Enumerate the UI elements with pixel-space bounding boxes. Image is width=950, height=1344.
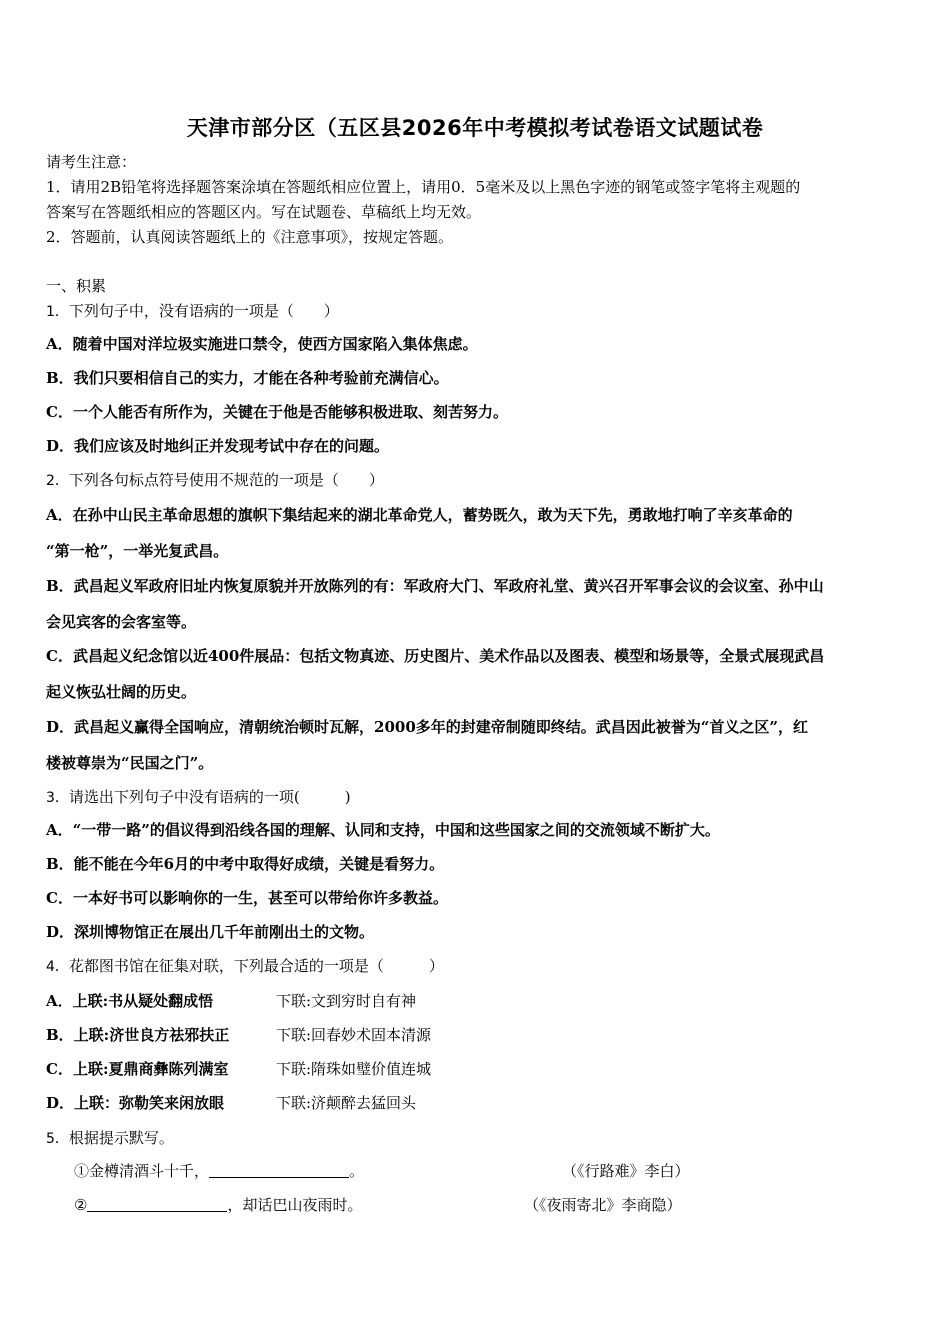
q4-option-a-lower: 下联:文到穷时自有神 (276, 992, 417, 1010)
notice-heading: 请考生注意： (46, 153, 137, 171)
q4-option-a-upper: A．上联:书从疑处翻成悟 (46, 992, 214, 1010)
question-5-stem: 5．根据提示默写。 (46, 1129, 174, 1147)
q2-option-c-line-2: 起义恢弘壮阔的历史。 (46, 683, 197, 701)
q4-option-d-upper: D．上联：弥勒笑来闲放眼 (46, 1094, 225, 1112)
question-3-stem: 3．请选出下列句子中没有语病的一项( ) (46, 788, 351, 806)
section-heading: 一、积累 (46, 277, 107, 295)
q4-option-b-upper: B．上联:济世良方祛邪扶正 (46, 1026, 230, 1044)
question-number: 3． (46, 790, 69, 806)
q1-option-b: B．我们只要相信自己的实力，才能在各种考验前充满信心。 (46, 369, 449, 387)
q3-option-d: D．深圳博物馆正在展出几千年前刚出土的文物。 (46, 923, 375, 941)
fill-in-blank[interactable] (209, 1162, 349, 1178)
fill-in-blank[interactable] (87, 1196, 227, 1212)
q5-item-2: ② ，却话巴山夜雨时。 (74, 1196, 363, 1214)
q2-option-a-line-2: “第一枪”，一举光复武昌。 (46, 542, 229, 560)
q4-option-d-lower: 下联:济颠醉去猛回头 (276, 1094, 417, 1112)
question-number: 5． (46, 1131, 69, 1147)
q5-item-2-source: （《夜雨寄北》李商隐） (524, 1196, 682, 1214)
notice-item-2: 2．答题前，认真阅读答题纸上的《注意事项》，按规定答题。 (46, 228, 454, 246)
q1-option-c: C．一个人能否有所作为，关键在于他是否能够积极进取、刻苦努力。 (46, 403, 508, 421)
q2-option-d-line-1: D．武昌起义赢得全国响应，清朝统治顿时瓦解，2000多年的封建帝制随即终结。武昌因此被誉为“首义之区”，红 (46, 718, 809, 736)
q2-option-b-line-2: 会见宾客的会客室等。 (46, 613, 197, 631)
question-number: 4． (46, 959, 69, 975)
q2-option-b-line-1: B．武昌起义军政府旧址内恢复原貌并开放陈列的有：军政府大门、军政府礼堂、黄兴召开军事会议的会议室、孙中山 (46, 577, 824, 595)
page-title: 天津市部分区（五区县2026年中考模拟考试卷语文试题试卷 (186, 116, 764, 140)
q5-item-1-source: （《行路难》李白） (562, 1162, 690, 1180)
q3-option-a: A．“一带一路”的倡议得到沿线各国的理解、认同和支持，中国和这些国家之间的交流领域不断扩大。 (46, 821, 720, 839)
question-number: 1． (46, 304, 69, 320)
q3-option-c: C．一本好书可以影响你的一生，甚至可以带给你许多教益。 (46, 889, 448, 907)
q4-option-b-lower: 下联:回春妙术固本清源 (276, 1026, 432, 1044)
notice-item-1-line-1: 1．请用2B铅笔将选择题答案涂填在答题纸相应位置上，请用0．5毫米及以上黑色字迹的钢笔或签字笔将主观题的 (46, 178, 801, 196)
q4-option-c-lower: 下联:隋珠如璧价值连城 (276, 1060, 432, 1078)
q2-option-a-line-1: A．在孙中山民主革命思想的旗帜下集结起来的湖北革命党人，蓄势既久，敢为天下先，勇敢地打响了辛亥革命的 (46, 506, 793, 524)
q2-option-d-line-2: 楼被尊崇为“民国之门”。 (46, 754, 214, 772)
question-number: 2． (46, 473, 69, 489)
notice-item-1-line-2: 答案写在答题纸相应的答题区内。写在试题卷、草稿纸上均无效。 (46, 203, 482, 221)
q4-option-c-upper: C．上联:夏鼎商彝陈列满室 (46, 1060, 229, 1078)
q5-item-1: ①金樽清酒斗十千， 。 (74, 1162, 365, 1180)
q2-option-c-line-1: C．武昌起义纪念馆以近400件展品：包括文物真迹、历史图片、美术作品以及图表、模型和场景等，全景式展现武昌 (46, 647, 825, 665)
question-1-stem: 1．下列句子中，没有语病的一项是（ ） (46, 302, 339, 320)
q3-option-b: B．能不能在今年6月的中考中取得好成绩，关键是看努力。 (46, 855, 445, 873)
question-2-stem: 2．下列各句标点符号使用不规范的一项是（ ） (46, 471, 384, 489)
question-4-stem: 4．花都图书馆在征集对联，下列最合适的一项是（ ） (46, 957, 444, 975)
q1-option-a: A．随着中国对洋垃圾实施进口禁令，使西方国家陷入集体焦虑。 (46, 335, 478, 353)
q1-option-d: D．我们应该及时地纠正并发现考试中存在的问题。 (46, 437, 390, 455)
